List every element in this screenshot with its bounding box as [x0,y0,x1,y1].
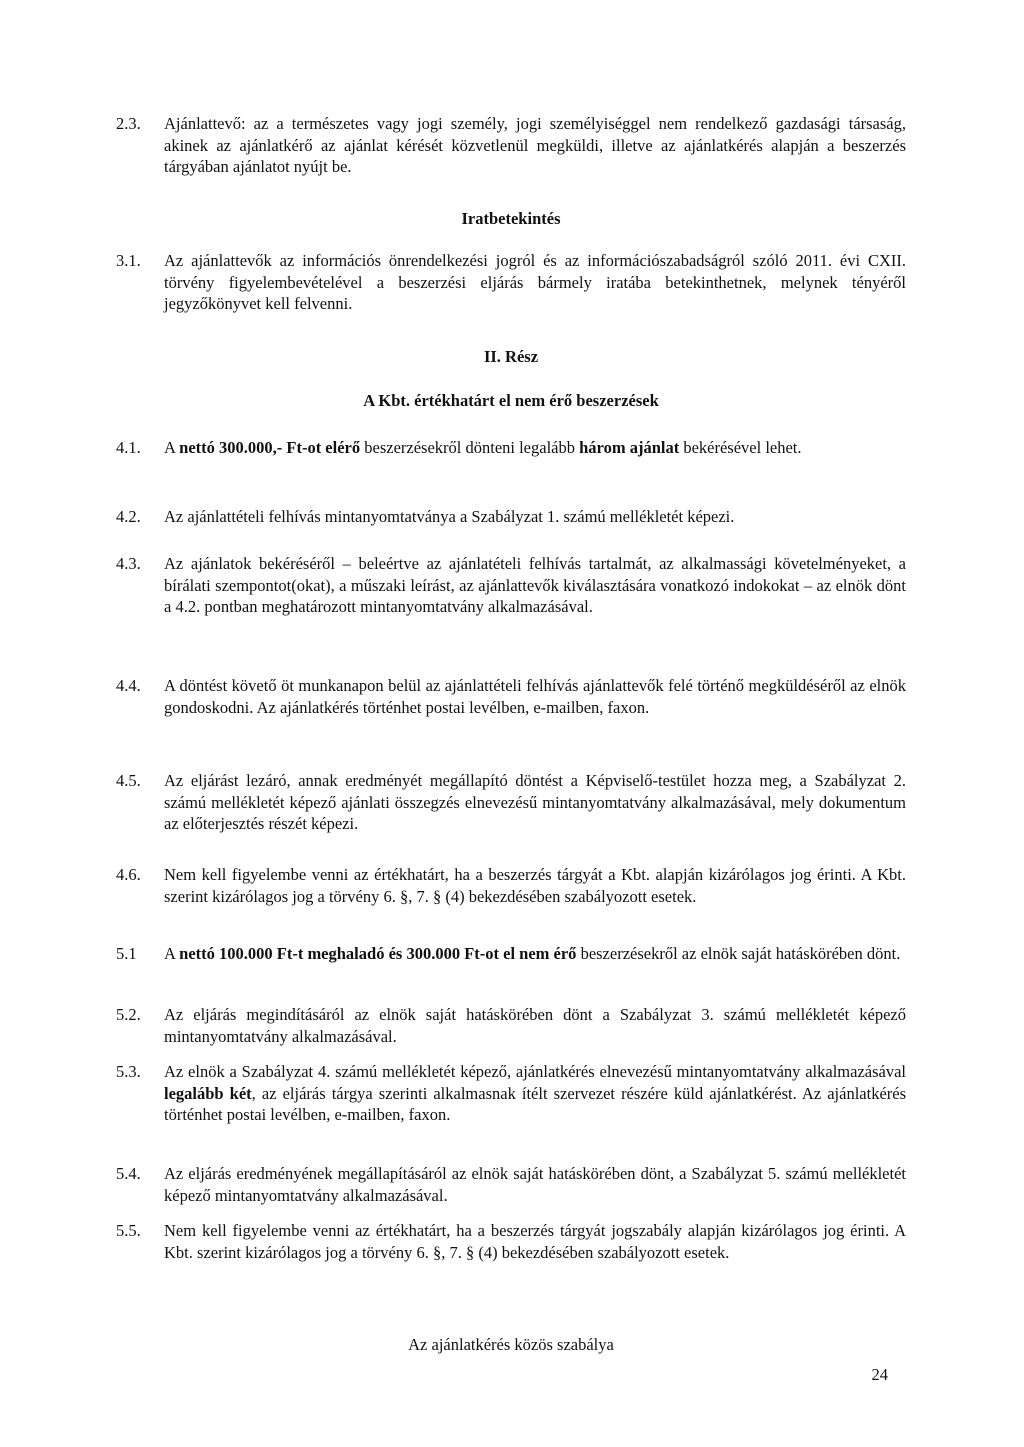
section-number: 2.3. [116,114,141,133]
text-run: bekérésével lehet. [679,438,802,457]
section-4-6 [116,864,906,907]
section-text [164,943,906,965]
section-5-2 [116,1004,906,1047]
section-number: 5.2. [116,1005,141,1024]
section-number: 5.4. [116,1164,141,1183]
section-text: Ajánlattevő: az a természetes vagy jogi személy, jogi személyiséggel nem rendelkező gazdasági társaság, akinek az ajánlatkérő az ajánlat kérését közvetlenül megküldi, illetve az ajánlatkérés alapján a beszerzés tárgyában ajánlatot nyújt be. [164,114,906,176]
section-text: Az ajánlattevők az információs önrendelkezési jogról és az információszabadságról szóló 2011. évi CXII. törvény figyelembevételével a beszerzési eljárás bármely iratába betekinthetnek, melynek tényéről jegyzőkönyvet kell felvenni. [164,251,906,313]
section-4-3 [116,553,906,618]
text-run: A [164,438,180,457]
section-5-5 [116,1220,906,1263]
text-run: , az eljárás tárgya szerinti alkalmasnak ítélt szervezet részére küld ajánlatkérést. Az ajánlatkérés történhet postai levélben, e-mailben, faxon. [164,1083,907,1124]
part-title: A Kbt. értékhatárt el nem érő beszerzések [363,391,659,410]
text-run: Az elnök a Szabályzat 4. számú mellékletét képező, ajánlatkérés elnevezésű mintanyomtatvány alkalmazásával [164,1062,906,1081]
section-text: A döntést követő öt munkanapon belül az ajánlattételi felhívás ajánlattevők felé történő megküldéséről az elnök gondoskodni. Az ajánlatkérés történhet postai levélben, e-mailben, faxon. [164,676,906,717]
text-run: A [164,944,180,963]
bold-count: legalább két [164,1083,252,1103]
section-number: 5.1 [116,944,137,963]
section-number: 5.3. [116,1062,141,1081]
bold-count: három ajánlat [579,438,680,457]
section-number: 4.3. [116,554,141,573]
section-4-1 [116,437,906,459]
section-number: 4.2. [116,507,141,526]
text-run: beszerzésekről dönteni legalább [360,438,580,457]
section-text [164,437,906,459]
section-4-5 [116,770,906,835]
page-number: 24 [871,1365,888,1384]
section-text [164,1061,906,1126]
section-4-4 [116,675,906,718]
heading-iratbetekintes: Iratbetekintés [461,209,561,228]
bold-amount: nettó 300.000,- Ft-ot elérő [179,438,361,457]
section-5-4 [116,1163,906,1206]
section-number: 5.5. [116,1221,141,1240]
section-4-2 [116,506,906,528]
part-heading: II. Rész [483,347,539,366]
section-text: Az ajánlatok bekéréséről – beleértve az ajánlatételi felhívás tartalmát, az alkalmassági követelményeket, a bírálati szempontot(okat), a műszaki leírást, az ajánlattevők kiválasztására vonatkozó indokokat – az elnök dönt a 4.2. pontban meghatározott mintanyomtatvány alkalmazásával. [164,554,906,616]
section-3-1 [116,250,906,315]
section-text: Nem kell figyelembe venni az értékhatárt, ha a beszerzés tárgyát jogszabály alapján kizárólagos jog érinti. A Kbt. szerint kizárólagos jog a törvény 6. §, 7. § (4) bekezdésében szabályozott esetek. [164,1221,906,1262]
text-run: beszerzésekről az elnök saját hatáskörében dönt. [576,944,901,963]
section-text: Az eljárás megindításáról az elnök saját hatáskörében dönt a Szabályzat 3. számú mellékletét képező mintanyomtatvány alkalmazásával. [164,1005,906,1046]
section-number: 4.4. [116,676,141,695]
bold-amount: nettó 100.000 Ft-t meghaladó és 300.000 Ft-ot el nem érő [179,944,577,963]
section-number: 4.1. [116,438,141,457]
section-5-1 [116,943,906,965]
section-5-3 [116,1061,906,1126]
section-text: Az eljárás eredményének megállapításáról az elnök saját hatáskörében dönt, a Szabályzat 5. számú mellékletét képező mintanyomtatvány alkalmazásával. [164,1164,906,1205]
section-number: 4.5. [116,771,141,790]
section-number: 3.1. [116,251,141,270]
section-2-3 [116,113,906,178]
section-text: Nem kell figyelembe venni az értékhatárt, ha a beszerzés tárgyát a Kbt. alapján kizárólagos jog érinti. A Kbt. szerint kizárólagos jog a törvény 6. §, 7. § (4) bekezdésében szabályozott esetek. [164,865,906,906]
section-number: 4.6. [116,865,141,884]
section-text: Az ajánlattételi felhívás mintanyomtatványa a Szabályzat 1. számú mellékletét képezi. [164,507,735,526]
footer-title: Az ajánlatkérés közös szabálya [408,1335,614,1354]
section-text: Az eljárást lezáró, annak eredményét megállapító döntést a Képviselő-testület hozza meg, a Szabályzat 2. számú mellékletét képező ajánlati összegzés elnevezésű mintanyomtatvány alkalmazásával, mely dokumentum az előterjesztés részét képezi. [164,771,906,833]
